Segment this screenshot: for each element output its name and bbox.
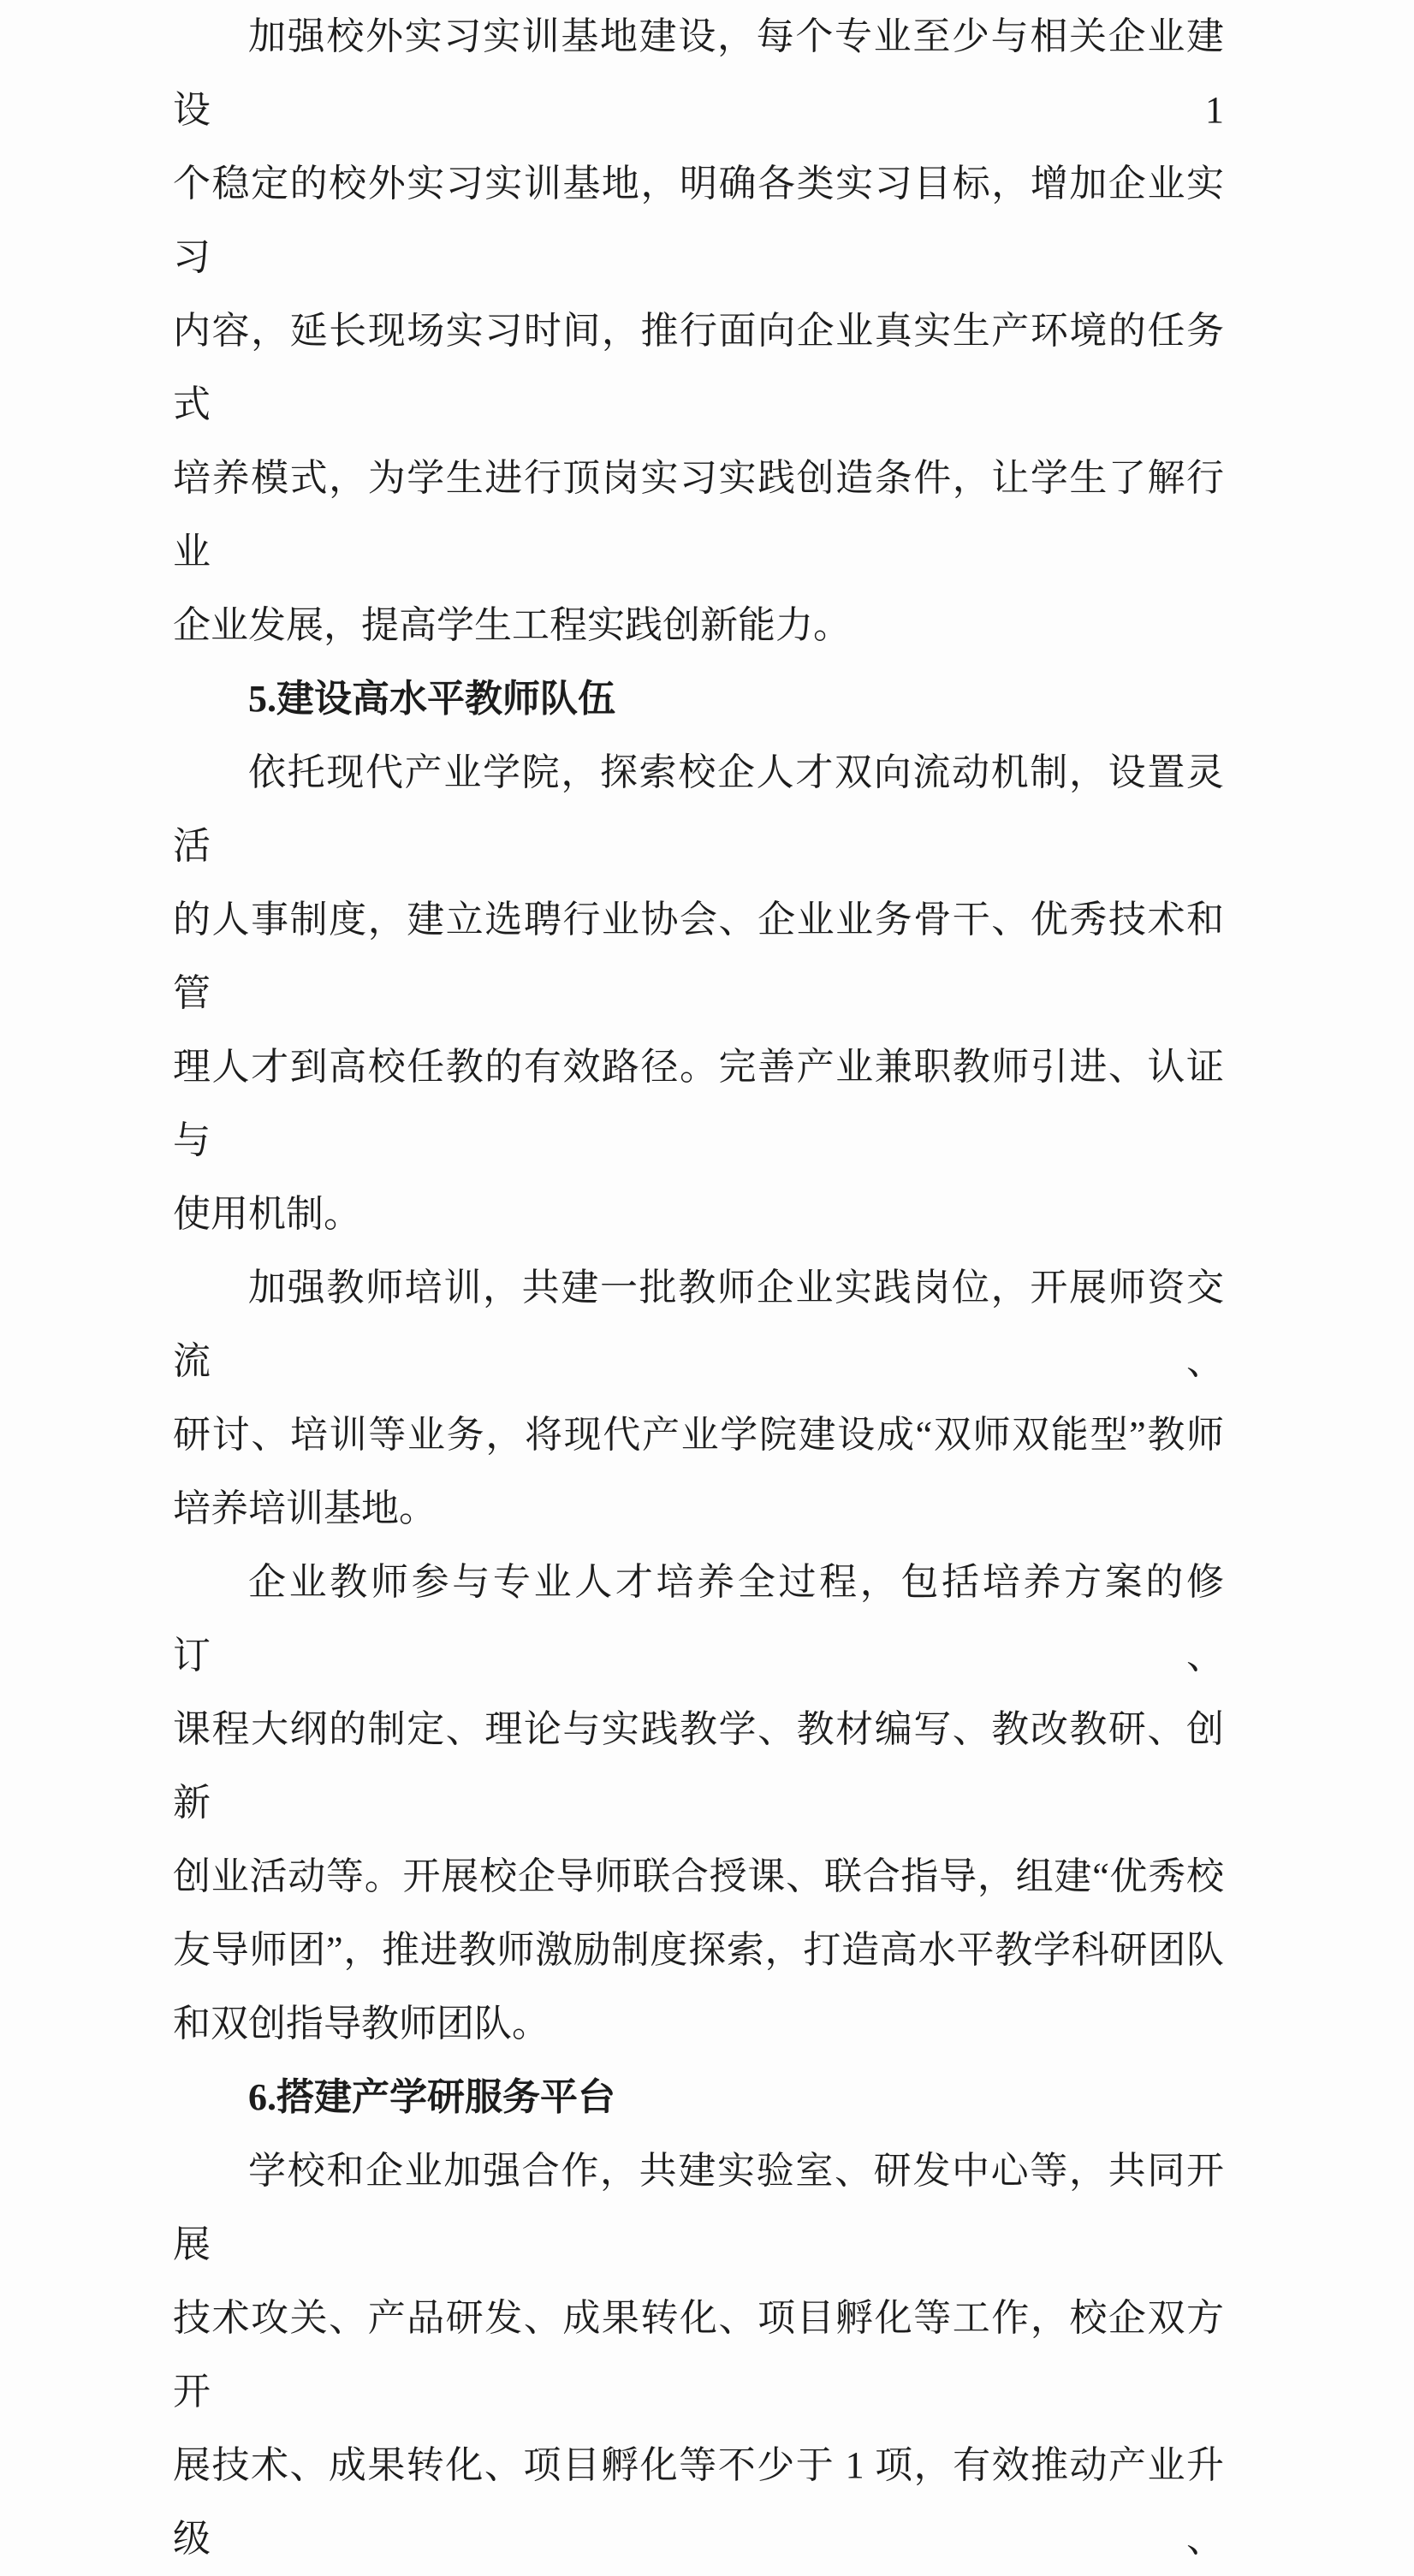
section-heading (173, 662, 1224, 736)
text-line: 内容，延长现场实习时间，推行面向企业真实生产环境的任务式 (173, 310, 1224, 425)
paragraph (173, 1251, 1224, 1546)
text-line: 友导师团”，推进教师激励制度探索，打造高水平教学科研团队 (173, 1929, 1224, 1971)
text-line: 和双创指导教师团队。 (173, 2003, 550, 2045)
text-line: 企业发展，提高学生工程实践创新能力。 (173, 604, 851, 646)
text-line: 依托现代产业学院，探索校企人才双向流动机制，设置灵活 (173, 751, 1224, 867)
paragraph (173, 2134, 1224, 2576)
paragraph (173, 1546, 1224, 2061)
paragraph (173, 736, 1224, 1251)
text-line: 理人才到高校任教的有效路径。完善产业兼职教师引进、认证与 (173, 1046, 1224, 1161)
section-heading (173, 2061, 1224, 2134)
text-line: 课程大纲的制定、理论与实践教学、教材编写、教改教研、创新 (173, 1708, 1224, 1824)
text-line: 加强校外实习实训基地建设，每个专业至少与相关企业建设 1 (173, 15, 1224, 131)
paragraph (173, 0, 1224, 662)
text-line: 技术攻关、产品研发、成果转化、项目孵化等工作，校企双方开 (173, 2297, 1224, 2413)
heading-line: 5.建设高水平教师队伍 (248, 678, 615, 720)
text-line: 加强教师培训，共建一批教师企业实践岗位，开展师资交流、 (173, 1267, 1224, 1382)
text-line: 使用机制。 (173, 1193, 361, 1235)
text-line: 的人事制度，建立选聘行业协会、企业业务骨干、优秀技术和管 (173, 899, 1224, 1014)
text-line: 培养培训基地。 (173, 1487, 437, 1529)
text-line: 创业活动等。开展校企导师联合授课、联合指导，组建“优秀校 (173, 1855, 1224, 1897)
text-line: 学校和企业加强合作，共建实验室、研发中心等，共同开展 (173, 2150, 1224, 2265)
document-page (173, 0, 1224, 2576)
text-line: 培养模式，为学生进行顶岗实习实践创造条件，让学生了解行业 (173, 457, 1224, 573)
text-line: 展技术、成果转化、项目孵化等不少于 1 项，有效推动产业升级、 (173, 2444, 1224, 2560)
text-line: 研讨、培训等业务，将现代产业学院建设成“双师双能型”教师 (173, 1414, 1224, 1456)
heading-line: 6.搭建产学研服务平台 (248, 2076, 615, 2118)
text-line: 个稳定的校外实习实训基地，明确各类实习目标，增加企业实习 (173, 163, 1224, 278)
text-line: 企业教师参与专业人才培养全过程，包括培养方案的修订、 (173, 1561, 1224, 1677)
